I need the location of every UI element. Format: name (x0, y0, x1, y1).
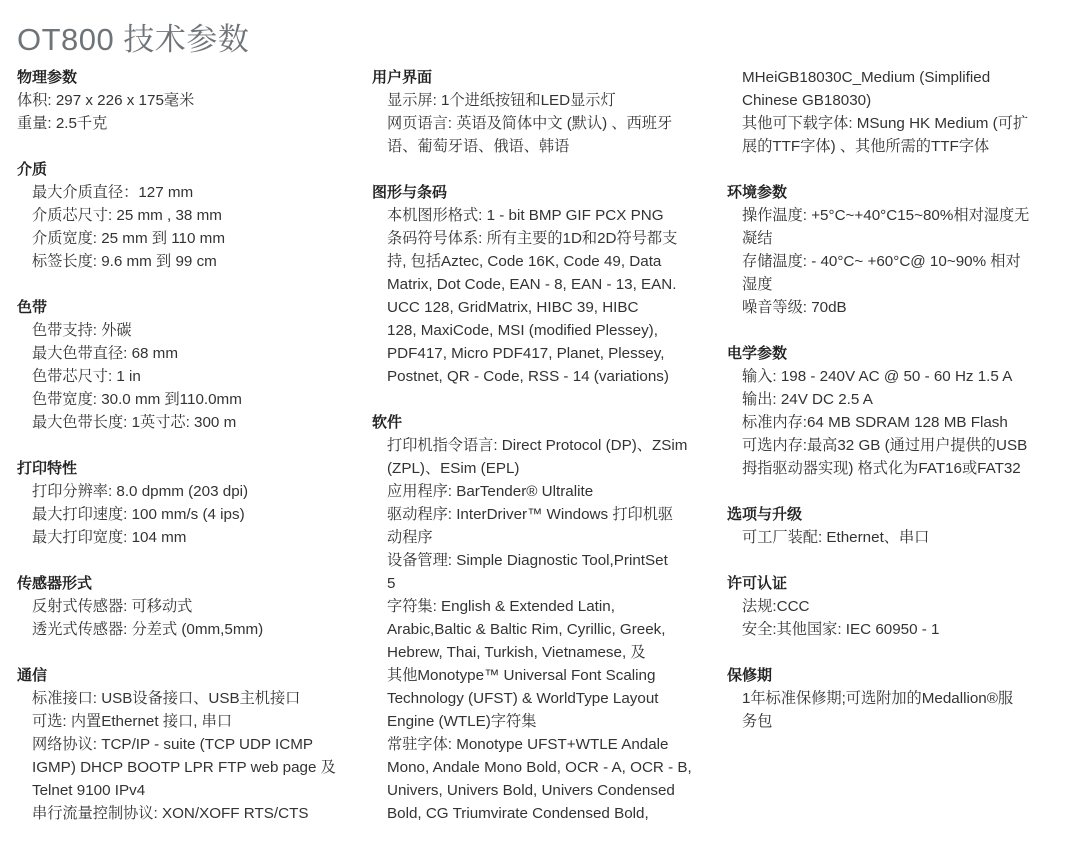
spec-section (727, 181, 1047, 319)
spec-line: 标准接口: USB设备接口、USB主机接口 (32, 690, 301, 707)
section-heading: 许可认证 (727, 575, 788, 592)
spec-line: 标签长度: 9.6 mm 到 99 cm (32, 253, 217, 270)
spec-line: 色带支持: 外碳 (32, 322, 132, 339)
spec-line: 色带芯尺寸: 1 in (32, 368, 141, 385)
spec-line: 持, 包括Aztec, Code 16K, Code 49, Data (387, 253, 662, 270)
spec-line: 网页语言: 英语及简体中文 (默认) 、西班牙 (387, 115, 673, 132)
spec-section (727, 664, 1047, 733)
spec-line: 网络协议: TCP/IP - suite (TCP UDP ICMP (32, 736, 314, 753)
section-heading: 电学参数 (727, 345, 788, 362)
spec-line: Bold, CG Triumvirate Condensed Bold, (387, 805, 649, 822)
spec-line: 条码符号体系: 所有主要的1D和2D符号都支 (387, 230, 678, 247)
spec-line: 色带宽度: 30.0 mm 到110.0mm (32, 391, 242, 408)
spec-line: 其他Monotype™ Universal Font Scaling (387, 667, 656, 684)
spec-section (17, 457, 357, 549)
spec-column-3 (727, 66, 1047, 756)
spec-line: 噪音等级: 70dB (742, 299, 847, 316)
spec-line: 串行流量控制协议: XON/XOFF RTS/CTS (32, 805, 309, 822)
spec-line: 输入: 198 - 240V AC @ 50 - 60 Hz 1.5 A (742, 368, 1013, 385)
spec-line: 湿度 (742, 276, 773, 293)
spec-line: 介质芯尺寸: 25 mm , 38 mm (32, 207, 222, 224)
spec-section (17, 66, 357, 135)
spec-line: 法规:CCC (742, 598, 810, 615)
spec-line: 本机图形格式: 1 - bit BMP GIF PCX PNG (387, 207, 664, 224)
spec-line: 透光式传感器: 分差式 (0mm,5mm) (32, 621, 264, 638)
section-heading: 选项与升级 (727, 506, 803, 523)
spec-column-2 (372, 66, 712, 848)
spec-line: 最大打印速度: 100 mm/s (4 ips) (32, 506, 245, 523)
spec-line: 标准内存:64 MB SDRAM 128 MB Flash (742, 414, 1008, 431)
section-heading: 介质 (17, 161, 48, 178)
spec-line: 可选: 内置Ethernet 接口, 串口 (32, 713, 233, 730)
spec-line: 输出: 24V DC 2.5 A (742, 391, 873, 408)
section-heading: 用户界面 (372, 69, 433, 86)
section-heading: 保修期 (727, 667, 773, 684)
spec-line: 其他可下载字体: MSung HK Medium (可扩 (742, 115, 1029, 132)
section-heading: 传感器形式 (17, 575, 93, 592)
spec-section (727, 503, 1047, 549)
spec-section (372, 411, 712, 825)
spec-line: 动程序 (387, 529, 433, 546)
spec-line: 可选内存:最高32 GB (通过用户提供的USB (742, 437, 1028, 454)
spec-line: 展的TTF字体) 、其他所需的TTF字体 (742, 138, 990, 155)
spec-line: PDF417, Micro PDF417, Planet, Plessey, (387, 345, 665, 362)
spec-section (17, 572, 357, 641)
spec-line: 设备管理: Simple Diagnostic Tool,PrintSet (387, 552, 668, 569)
spec-line: 字符集: English & Extended Latin, (387, 598, 615, 615)
spec-line: Mono, Andale Mono Bold, OCR - A, OCR - B, (387, 759, 692, 776)
spec-line: MHeiGB18030C_Medium (Simplified (742, 69, 991, 86)
spec-line: Chinese GB18030) (742, 92, 872, 109)
spec-line: 安全:其他国家: IEC 60950 - 1 (742, 621, 940, 638)
spec-section (17, 296, 357, 434)
spec-line: 凝结 (742, 230, 773, 247)
section-heading: 物理参数 (17, 69, 78, 86)
spec-line: Arabic,Baltic & Baltic Rim, Cyrillic, Greek, (387, 621, 666, 638)
spec-line: 体积: 297 x 226 x 175毫米 (17, 92, 195, 109)
section-heading: 通信 (17, 667, 48, 684)
spec-section (17, 664, 357, 825)
spec-line: 打印分辨率: 8.0 dpmm (203 dpi) (32, 483, 249, 500)
spec-line: 重量: 2.5千克 (17, 115, 108, 132)
spec-section (727, 342, 1047, 480)
section-heading: 图形与条码 (372, 184, 448, 201)
spec-line: 128, MaxiCode, MSI (modified Plessey), (387, 322, 658, 339)
section-heading: 环境参数 (727, 184, 788, 201)
spec-line: Univers, Univers Bold, Univers Condensed (387, 782, 675, 799)
spec-line: 常驻字体: Monotype UFST+WTLE Andale (387, 736, 669, 753)
spec-line: 务包 (742, 713, 773, 730)
spec-line: 打印机指令语言: Direct Protocol (DP)、ZSim (387, 437, 688, 454)
section-heading: 打印特性 (17, 460, 78, 477)
spec-line: Telnet 9100 IPv4 (32, 782, 146, 799)
spec-line: 5 (387, 575, 396, 592)
spec-line: (ZPL)、ESim (EPL) (387, 460, 520, 477)
spec-line: 语、葡萄牙语、俄语、韩语 (387, 138, 570, 155)
spec-line: 显示屏: 1个进纸按钮和LED显示灯 (387, 92, 616, 109)
spec-line: 驱动程序: InterDriver™ Windows 打印机驱 (387, 506, 674, 523)
spec-section (727, 66, 1047, 158)
spec-line: Engine (WTLE)字符集 (387, 713, 537, 730)
spec-line: 介质宽度: 25 mm 到 110 mm (32, 230, 225, 247)
spec-line: 存储温度: - 40°C~ +60°C@ 10~90% 相对 (742, 253, 1021, 270)
spec-line: 操作温度: +5°C~+40°C15~80%相对湿度无 (742, 207, 1030, 224)
spec-line: Technology (UFST) & WorldType Layout (387, 690, 659, 707)
spec-line: 应用程序: BarTender® Ultralite (387, 483, 594, 500)
spec-line: IGMP) DHCP BOOTP LPR FTP web page 及 (32, 759, 336, 776)
spec-section (372, 66, 712, 158)
spec-section (17, 158, 357, 273)
page-title: OT800 技术参数 (17, 22, 250, 57)
spec-line: Hebrew, Thai, Turkish, Vietnamese, 及 (387, 644, 646, 661)
section-heading: 软件 (372, 414, 403, 431)
spec-line: 最大介质直径：127 mm (32, 184, 194, 201)
spec-line: Postnet, QR - Code, RSS - 14 (variations) (387, 368, 669, 385)
spec-line: 最大色带长度: 1英寸芯: 300 m (32, 414, 237, 431)
spec-section (727, 572, 1047, 641)
spec-line: 最大打印宽度: 104 mm (32, 529, 187, 546)
spec-line: Matrix, Dot Code, EAN - 8, EAN - 13, EAN. (387, 276, 677, 293)
section-heading: 色带 (17, 299, 48, 316)
spec-line: 1年标准保修期;可选附加的Medallion®服 (742, 690, 1014, 707)
spec-line: 反射式传感器: 可移动式 (32, 598, 193, 615)
spec-line: 最大色带直径: 68 mm (32, 345, 178, 362)
spec-section (372, 181, 712, 388)
spec-line: 可工厂装配: Ethernet、串口 (742, 529, 930, 546)
spec-line: UCC 128, GridMatrix, HIBC 39, HIBC (387, 299, 639, 316)
spec-column-1 (17, 66, 357, 848)
spec-line: 拇指驱动器实现) 格式化为FAT16或FAT32 (742, 460, 1021, 477)
